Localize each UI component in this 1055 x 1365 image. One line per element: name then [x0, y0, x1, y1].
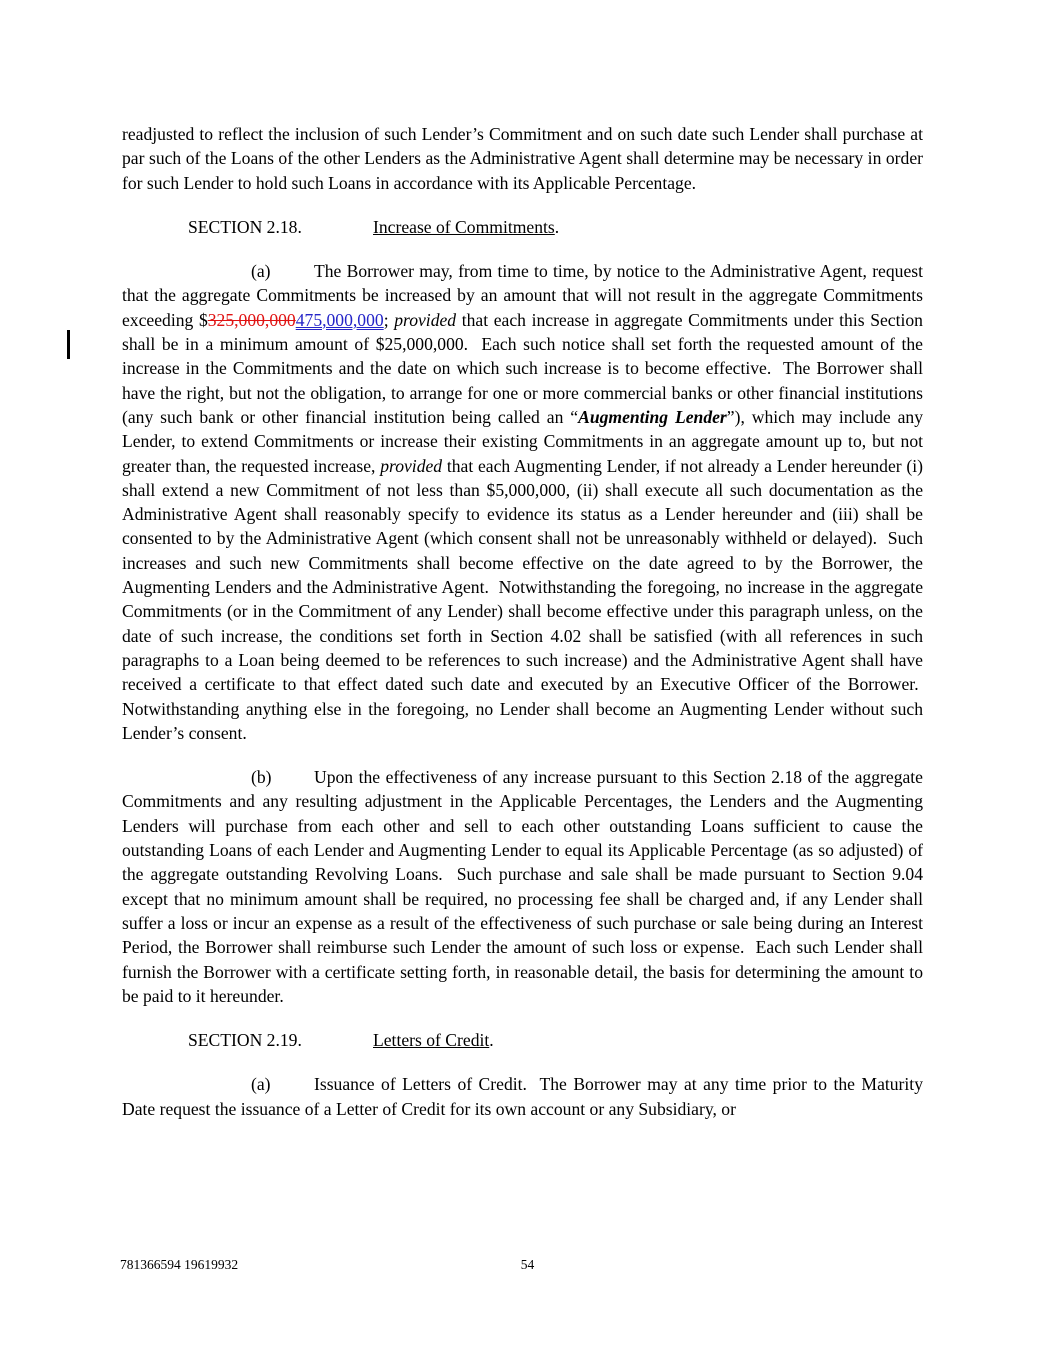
paragraph-2-19-a-marker: (a) [251, 1074, 271, 1095]
section-2-19-number: SECTION 2.19. [188, 1030, 302, 1051]
text-segment: ; [383, 309, 395, 330]
section-2-18-heading [122, 215, 923, 239]
text-segment: that each increase in aggregate Commitments under this Section shall be in a minimum amount of $25,000,000. Each such notice shall set forth the requested amount of the increase in the Commitments and the date on which such increase is to become effective. The Borrower shall have the right, but not the obligation, to arrange for one or more commercial banks or other financial institutions (any such bank or other financial institution being called an “ [122, 309, 923, 427]
document-id-number: 781366594 19619932 [120, 1257, 239, 1272]
paragraph-2-18-a-marker: (a) [251, 261, 271, 282]
paragraph-2-19-a [122, 1072, 923, 1121]
text-segment: The Borrower may, from time to time, by notice to the Administrative Agent, request that the aggregate Commitments be increased by an amount that will not result in the aggregate Commitments exceeding $ [122, 261, 923, 330]
paragraph-2-18-b [122, 765, 923, 1008]
section-2-18-number: SECTION 2.18. [188, 216, 302, 237]
section-2-18-title: Increase of Commitments [373, 216, 555, 237]
text-segment-bi: Augmenting Lender [578, 406, 727, 427]
page-footer [0, 1256, 1055, 1273]
document-body [122, 122, 923, 1141]
text-segment-ins: 475,000,000 [295, 309, 384, 330]
text-segment-i: provided [380, 455, 443, 476]
text-segment-del: 325,000,000 [207, 309, 296, 330]
paragraph-2-18-a-text [122, 261, 923, 743]
section-2-19-title: Letters of Credit [373, 1030, 490, 1051]
paragraph-2-19-a-text: Issuance of Letters of Credit. The Borrower may at any time prior to the Maturity Date request the issuance of a Letter of Credit for its own account or any Subsidiary, or [122, 1074, 923, 1119]
revision-change-bar [67, 330, 70, 359]
text-segment-i: provided [394, 309, 457, 330]
paragraph-2-18-a [122, 259, 923, 745]
text-segment: that each Augmenting Lender, if not already a Lender hereunder (i) shall extend a new Commitment of not less than $5,000,000, (ii) shall execute all such documentation as the Administrative Agent shall reasonably specify to evidence its status as a Lender hereunder and (iii) shall be consented to by the Administrative Agent (which consent shall not be unreasonably withheld or delayed). Such increases and such new Commitments shall become effective on the date agreed to by the Borrower, the Augmenting Lenders and the Administrative Agent. Notwithstanding the foregoing, no increase in the aggregate Commitments (or in the Commitment of any Lender) shall become effective under this paragraph unless, on the date of such increase, the conditions set forth in Section 4.02 shall be satisfied (with all references in such paragraphs to a Loan being deemed to be references to such increase) and the Administrative Agent shall have received a certificate to that effect dated such date and executed by an Executive Officer of the Borrower. Notwithstanding anything else in the foregoing, no Lender shall become an Augmenting Lender without such Lender’s consent. [122, 455, 923, 743]
paragraph-continuation: readjusted to reflect the inclusion of such Lender’s Commitment and on such date such Lender shall purchase at par such of the Loans of the other Lenders as the Administrative Agent shall determine may be necessary in order for such Lender to hold such Loans in accordance with its Applicable Percentage. [122, 124, 923, 193]
text-segment: ”), which may include any Lender, to extend Commitments or increase their existing Commitments in an aggregate amount up to, but not greater than, the requested increase, [122, 406, 923, 476]
section-2-19-title-period: . [489, 1030, 494, 1051]
paragraph-2-18-b-marker: (b) [251, 767, 272, 788]
section-2-19-heading [122, 1028, 923, 1052]
paragraph-2-18-b-text: Upon the effectiveness of any increase pursuant to this Section 2.18 of the aggregate Commitments and any resulting adjustment in the Applicable Percentages, the Lenders and the Augmenting Lenders will purchase from each other and sell to each other outstanding Loans sufficient to cause the outstanding Loans of each Lender and Augmenting Lender to equal its Applicable Percentage (as so adjusted) of the aggregate outstanding Revolving Loans. Such purchase and sale shall be made pursuant to Section 9.04 except that no minimum amount shall be required, no processing fee shall be charged and, if any Lender shall suffer a loss or incur an expense as a result of the effectiveness of such purchase or sale being during an Interest Period, the Borrower shall reimburse such Lender the amount of such loss or expense. Each such Lender shall furnish the Borrower with a certificate setting forth, in reasonable detail, the basis for determining the amount to be paid to it hereunder. [122, 767, 923, 1006]
page-number: 54 [520, 1257, 535, 1272]
section-2-18-title-period: . [554, 216, 560, 237]
